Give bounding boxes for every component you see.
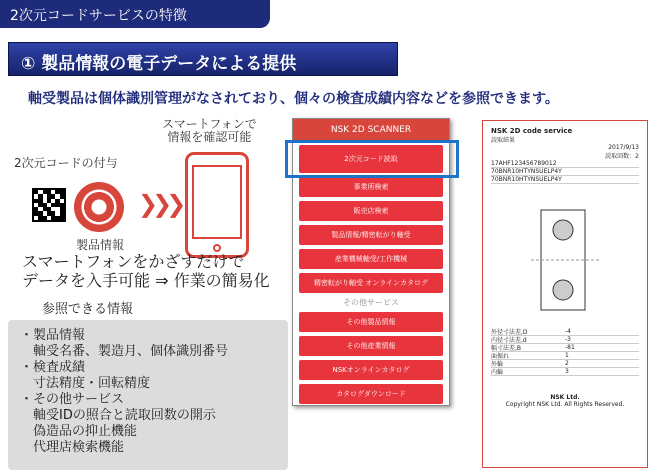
doc-title: NSK 2D code service xyxy=(491,127,573,135)
product-info-button[interactable]: 製品情報/精密転がり軸受 xyxy=(299,225,443,245)
online-catalog-button[interactable]: NSKオンラインカタログ xyxy=(299,360,443,380)
other-industry-button[interactable]: その他産業情報 xyxy=(299,336,443,356)
qr-code-icon xyxy=(32,188,66,222)
doc-footer: NSK Ltd. xyxy=(550,394,580,401)
product-label: 製品情報 xyxy=(76,238,125,252)
section-tab: 2次元コードサービスの特徴 xyxy=(0,0,270,28)
other-product-button[interactable]: その他製品情報 xyxy=(299,312,443,332)
ref-title: 参照できる情報 xyxy=(42,302,134,317)
summary: スマートフォンをかざすだけで データを入手可能 ⇒ 作業の簡易化 xyxy=(22,252,270,290)
scan-button[interactable]: 2次元コード読取 xyxy=(299,145,443,173)
doc-count: 読取回数：2 xyxy=(605,153,639,160)
dealer-search-button[interactable]: 販売店検索 xyxy=(299,201,443,221)
doc-date: 2017/9/13 xyxy=(608,144,639,151)
doc-copyright: Copyright NSK Ltd. All Rights Reserved. xyxy=(505,401,625,408)
office-search-button[interactable]: 事業所検索 xyxy=(299,177,443,197)
qr-label: 2次元コードの付与 xyxy=(14,156,118,170)
industrial-button[interactable]: 産業機械軸受/工作機械 xyxy=(299,249,443,269)
subtitle: 軸受製品は個体識別管理がなされており、個々の検査成績内容などを参照できます。 xyxy=(28,91,559,107)
feature-banner: ① 製品情報の電子データによる提供 xyxy=(8,42,398,76)
catalog-download-button[interactable]: カタログダウンロード xyxy=(299,384,443,404)
doc-subtitle: 読取結果 xyxy=(491,137,516,144)
bearing-drawing xyxy=(491,190,639,320)
highlight-frame xyxy=(285,140,459,178)
bearing-icon xyxy=(74,182,124,232)
app-header: NSK 2D SCANNER xyxy=(293,119,449,141)
catalog-button[interactable]: 精密転がり軸受 オンラインカタログ xyxy=(299,273,443,293)
info-list: ・製品情報 軸受名番、製造月、個体識別番号 ・検査成績 寸法精度・回転精度 ・その他サービス 軸受IDの照合と読取回数の開示 偽造品の抑止機能 代理店検索機能 xyxy=(8,320,288,470)
phone-label: スマートフォンで 情報を確認可能 xyxy=(162,117,257,144)
smartphone-icon xyxy=(185,152,249,258)
arrow-icon: ❯❯❯ xyxy=(138,190,181,218)
result-document: NSK 2D code service 読取結果 2017/9/13 読取回数：2 17AHF123456789012 70BNR10HTYNSUELP4Y 70BNR10HTYNSUELP4Y 外径寸法差,D -4 内径寸法差,d -3 幅寸法差,B -81 面振れ 1 外輪 2 内輪 3 NSK Ltd. Copyright NSK Ltd. All Rights Reserved. xyxy=(482,120,648,468)
other-services-label: その他サービス xyxy=(343,298,399,307)
